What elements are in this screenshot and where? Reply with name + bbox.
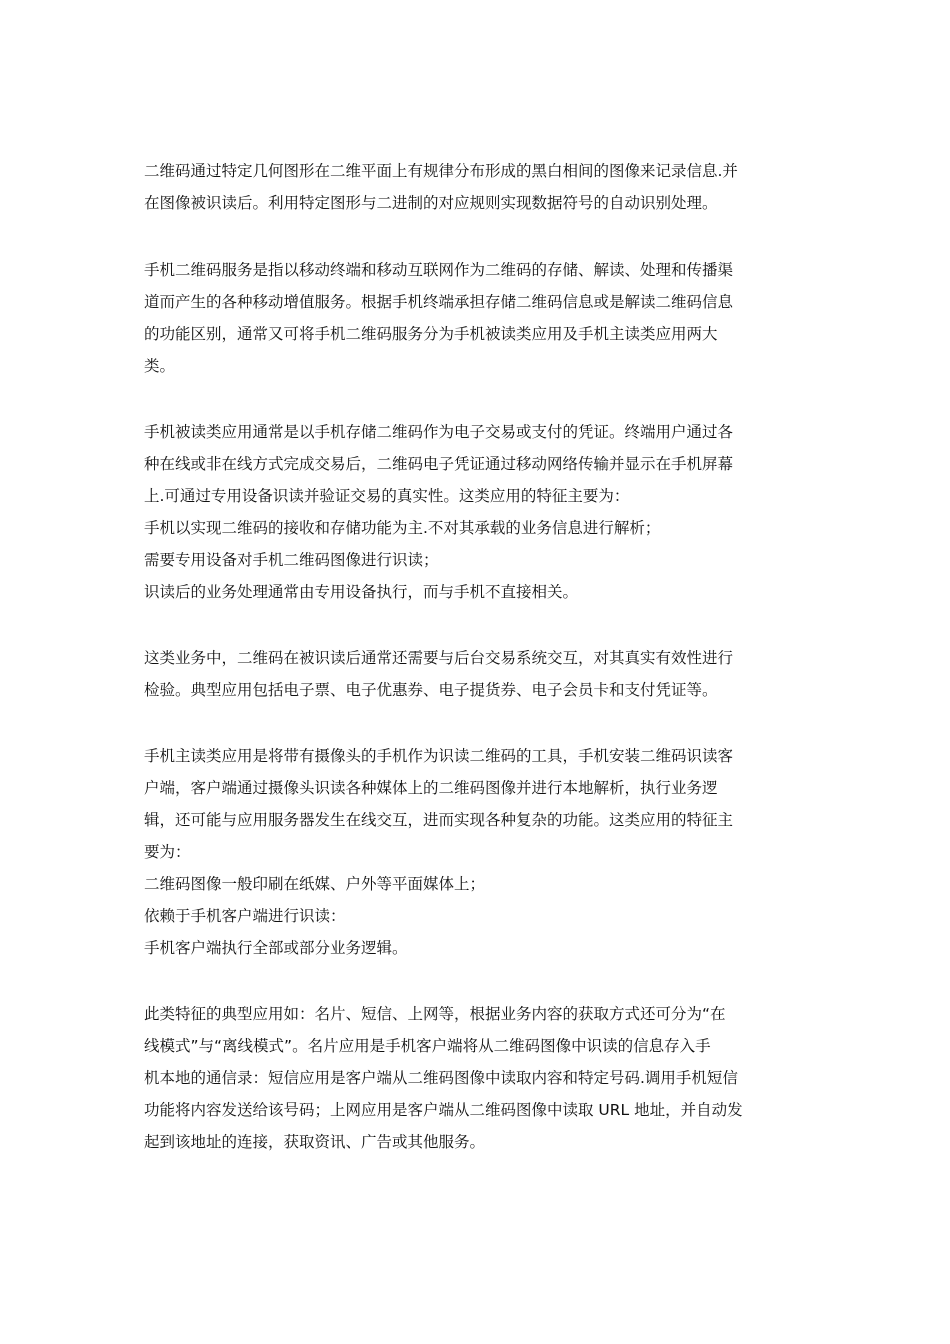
text-line: 道而产生的各种移动增值服务。根据手机终端承担存储二维码信息或是解读二维码信息 bbox=[144, 293, 734, 311]
text-line: 类。 bbox=[144, 357, 176, 375]
text-line: 上.可通过专用设备识读并验证交易的真实性。这类应用的特征主要为： bbox=[144, 487, 630, 505]
text-line: 二维码通过特定几何图形在二维平面上有规律分布形成的黑白相间的图像来记录信息.并 bbox=[144, 162, 738, 180]
text-line: 此类特征的典型应用如：名片、短信、上网等，根据业务内容的获取方式还可分为“在 bbox=[144, 1005, 726, 1023]
text-line: 二维码图像一般印刷在纸媒、户外等平面媒体上； bbox=[144, 875, 486, 893]
text-line: 手机以实现二维码的接收和存储功能为主.不对其承载的业务信息进行解析； bbox=[144, 519, 661, 537]
text-line: 手机客户端执行全部或部分业务逻辑。 bbox=[144, 939, 408, 957]
text-line: 手机被读类应用通常是以手机存储二维码作为电子交易或支付的凭证。终端用户通过各 bbox=[144, 423, 734, 441]
text-line: 户端，客户端通过摄像头识读各种媒体上的二维码图像并进行本地解析，执行业务逻 bbox=[144, 779, 718, 797]
text-line: 在图像被识读后。利用特定图形与二进制的对应规则实现数据符号的自动识别处理。 bbox=[144, 194, 718, 212]
text-line: 识读后的业务处理通常由专用设备执行，而与手机不直接相关。 bbox=[144, 583, 579, 601]
text-line: 手机主读类应用是将带有摄像头的手机作为识读二维码的工具，手机安装二维码识读客 bbox=[144, 747, 734, 765]
text-line: 机本地的通信录：短信应用是客户端从二维码图像中读取内容和特定号码.调用手机短信 bbox=[144, 1069, 738, 1087]
text-line: 检验。典型应用包括电子票、电子优惠券、电子提货券、电子会员卡和支付凭证等。 bbox=[144, 681, 718, 699]
text-line: 种在线或非在线方式完成交易后，二维码电子凭证通过移动网络传输并显示在手机屏幕 bbox=[144, 455, 734, 473]
text-line: 起到该地址的连接，获取资讯、广告或其他服务。 bbox=[144, 1133, 486, 1151]
text-line: 这类业务中，二维码在被识读后通常还需要与后台交易系统交互，对其真实有效性进行 bbox=[144, 649, 734, 667]
text-line: 功能将内容发送给该号码；上网应用是客户端从二维码图像中读取 URL 地址，并自动发 bbox=[144, 1101, 743, 1119]
text-line: 依赖于手机客户端进行识读： bbox=[144, 907, 346, 925]
text-line: 的功能区别，通常又可将手机二维码服务分为手机被读类应用及手机主读类应用两大 bbox=[144, 325, 718, 343]
text-line: 要为： bbox=[144, 843, 191, 861]
text-line: 需要专用设备对手机二维码图像进行识读； bbox=[144, 551, 439, 569]
text-line: 手机二维码服务是指以移动终端和移动互联网作为二维码的存储、解读、处理和传播渠 bbox=[144, 261, 734, 279]
text-line: 辑，还可能与应用服务器发生在线交互，进而实现各种复杂的功能。这类应用的特征主 bbox=[144, 811, 734, 829]
text-line: 线模式”与“离线模式”。名片应用是手机客户端将从二维码图像中识读的信息存入手 bbox=[144, 1037, 711, 1055]
